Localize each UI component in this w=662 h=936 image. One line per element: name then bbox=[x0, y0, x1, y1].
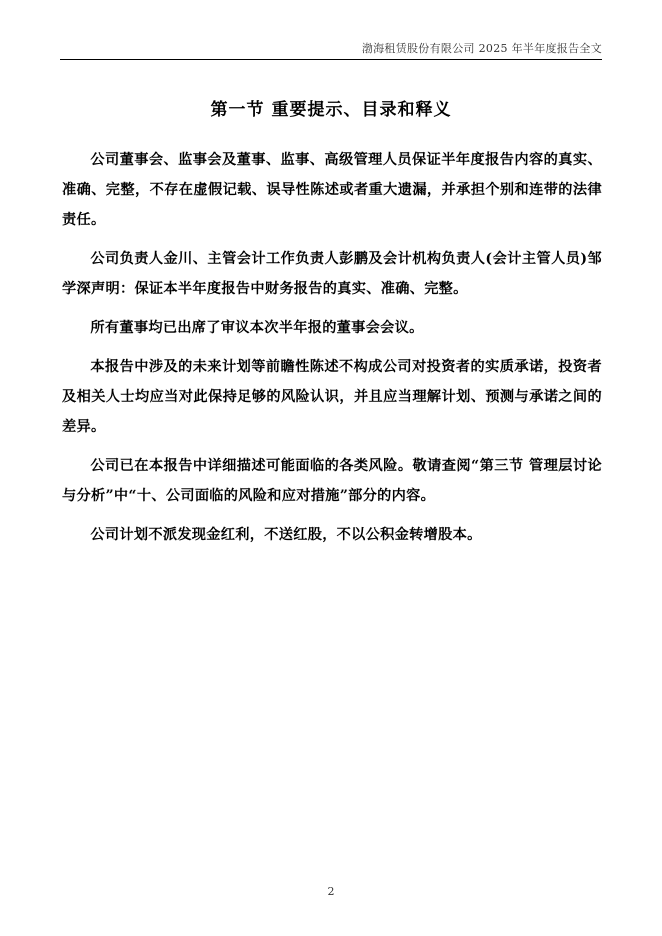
header-divider bbox=[60, 59, 602, 60]
paragraph-risk-reference: 公司已在本报告中详细描述可能面临的各类风险。敬请查阅“第三节 管理层讨论与分析”中“十、公司面临的风险和应对措施”部分的内容。 bbox=[62, 458, 602, 504]
paragraph-board-guarantee: 公司董事会、监事会及董事、监事、高级管理人员保证半年度报告内容的真实、准确、完整，不存在虚假记载、误导性陈述或者重大遗漏，并承担个别和连带的法律责任。 bbox=[62, 152, 602, 228]
important-notice-body bbox=[62, 145, 602, 559]
paragraph-dividend-plan: 公司计划不派发现金红利，不送红股，不以公积金转增股本。 bbox=[90, 527, 482, 543]
paragraph-forward-looking-statements: 本报告中涉及的未来计划等前瞻性陈述不构成公司对投资者的实质承诺，投资者及相关人士均应当对此保持足够的风险认识，并且应当理解计划、预测与承诺之间的差异。 bbox=[62, 359, 602, 435]
running-header: 渤海租赁股份有限公司 2025 年半年度报告全文 bbox=[361, 42, 602, 55]
section-title: 第一节 重要提示、目录和释义 bbox=[210, 100, 452, 120]
paragraph-board-attendance: 所有董事均已出席了审议本次半年报的董事会会议。 bbox=[90, 320, 424, 336]
paragraph-responsible-persons-statement: 公司负责人金川、主管会计工作负责人彭鹏及会计机构负责人(会计主管人员)邹学深声明：保证本半年度报告中财务报告的真实、准确、完整。 bbox=[62, 251, 602, 297]
page-number: 2 bbox=[327, 885, 335, 898]
